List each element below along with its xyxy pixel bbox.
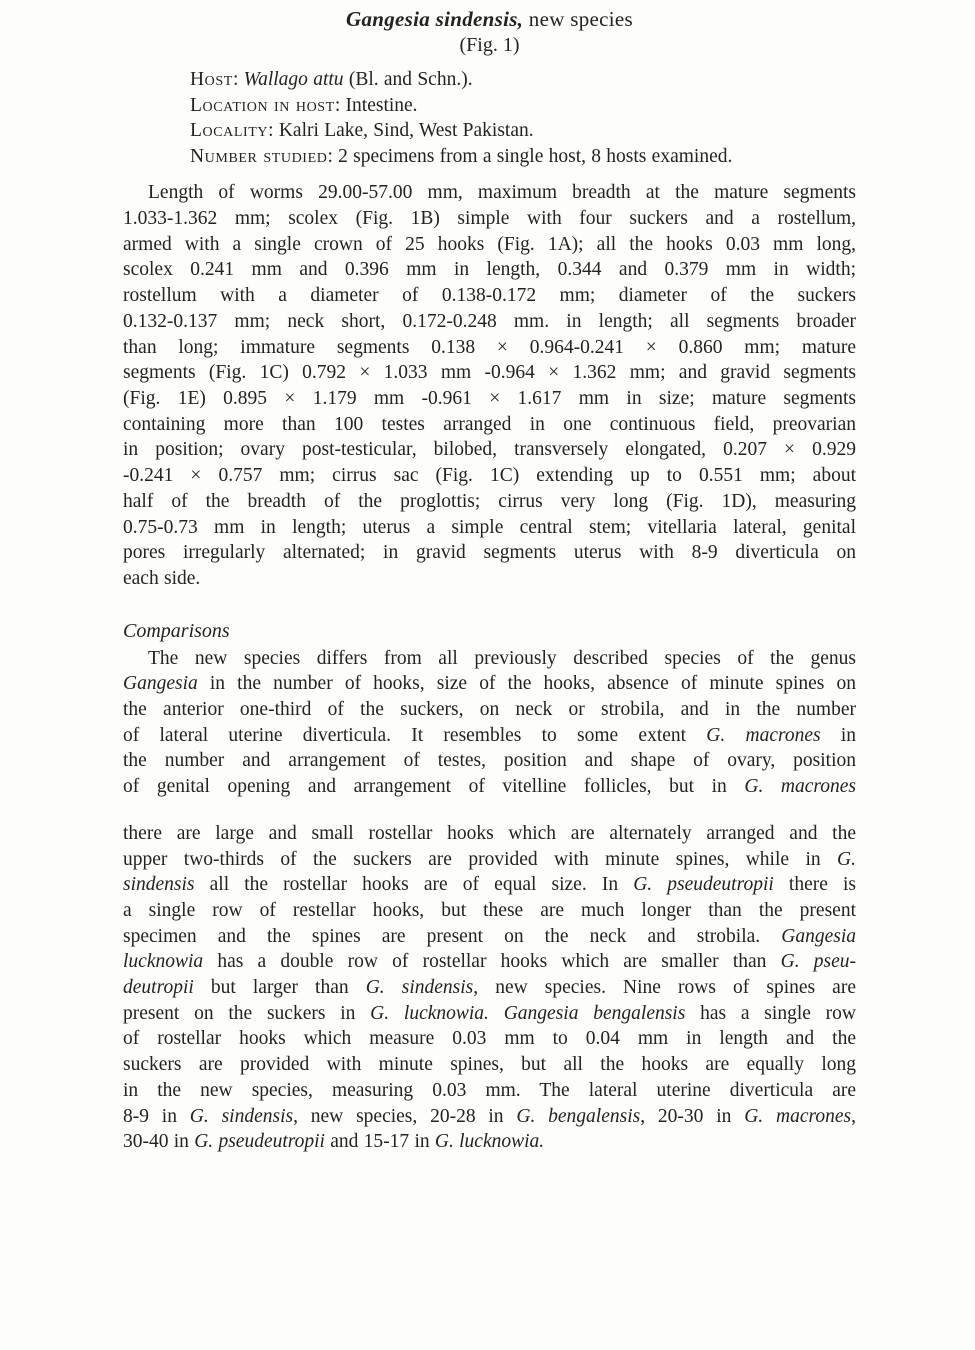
- text-line: [123, 412, 856, 438]
- small-caps-label: Host: [190, 69, 233, 90]
- comparisons-paragraph-1: [123, 646, 856, 800]
- text-segment: : Intestine.: [334, 94, 418, 116]
- text-segment: , 20-30 in: [640, 1105, 745, 1127]
- italic-text: Gangesia: [123, 673, 198, 695]
- text-segment: but larger than: [193, 977, 366, 999]
- text-line: [123, 1104, 856, 1130]
- text-segment: The new species differs from all previously described species of the genus: [148, 647, 856, 669]
- italic-text: Gangesia: [781, 925, 856, 947]
- text-line: [123, 949, 856, 975]
- text-segment: the number and arrangement of testes, position and shape of ovary, position: [123, 750, 856, 772]
- figure-reference: (Fig. 1): [459, 34, 520, 56]
- text-line: [123, 206, 856, 232]
- text-segment: : Kalri Lake, Sind, West Pakistan.: [268, 120, 534, 142]
- italic-text: lucknowia: [123, 951, 204, 973]
- text-segment: in the new species, measuring 0.03 mm. The lateral uterine diverticula are: [123, 1079, 856, 1101]
- text-line: [123, 1052, 856, 1078]
- text-line: [190, 144, 856, 170]
- italic-text: G. pseudeutropii: [633, 874, 774, 896]
- text-line: [123, 898, 856, 924]
- text-line: [123, 309, 856, 335]
- text-line: [190, 118, 856, 144]
- small-caps-label: Location in host: [190, 94, 335, 116]
- text-segment: , new species. Nine rows of spines are: [473, 977, 856, 999]
- text-segment: each side.: [123, 567, 201, 589]
- text-line: [123, 1001, 856, 1027]
- text-segment: in position; ovary post-testicular, bilobed, transversely elongated, 0.207 × 0.929: [123, 439, 856, 461]
- italic-text: G. macrones: [706, 724, 821, 746]
- text-segment: 0.75-0.73 mm in length; uterus a simple central stem; vitellaria lateral, genital: [123, 516, 856, 538]
- text-segment: rostellum with a diameter of 0.138-0.172 mm; diameter of the suckers: [123, 285, 856, 307]
- text-line: [123, 748, 856, 774]
- text-line: [123, 847, 856, 873]
- text-segment: 0.132-0.137 mm; neck short, 0.172-0.248 mm. in length; all segments broader: [123, 310, 856, 332]
- text-segment: (Bl. and Schn.).: [343, 69, 473, 90]
- text-line: [123, 723, 856, 749]
- text-line: [123, 232, 856, 258]
- text-line: [123, 566, 856, 592]
- italic-text: Gangesia bengalensis: [503, 1002, 686, 1024]
- text-line: [123, 1026, 856, 1052]
- text-segment: half of the breadth of the proglottis; cirrus very long (Fig. 1D), measuring: [123, 490, 856, 512]
- text-line: [123, 489, 856, 515]
- text-segment: specimen and the spines are present on the neck and strobila.: [123, 925, 782, 947]
- text-segment: 8-9 in: [123, 1105, 190, 1127]
- species-title: [123, 6, 856, 32]
- text-line: [123, 821, 856, 847]
- text-segment: containing more than 100 testes arranged in one continuous field, preovarian: [123, 413, 856, 435]
- text-segment: of rostellar hooks which measure 0.03 mm to 0.04 mm in length and the: [123, 1028, 856, 1050]
- text-line: [123, 515, 856, 541]
- italic-text: G. pseu-: [780, 951, 856, 973]
- text-segment: has a double row of rostellar hooks which are smaller than: [203, 951, 781, 973]
- text-line: [123, 180, 856, 206]
- text-segment: there is: [773, 874, 856, 896]
- text-segment: of lateral uterine diverticula. It resembles to some extent: [123, 724, 707, 746]
- comparisons-paragraph-2: [123, 821, 856, 1155]
- italic-text: Wallago attu: [243, 69, 344, 90]
- text-segment: segments (Fig. 1C) 0.792 × 1.033 mm -0.964 × 1.362 mm; and gravid segments: [123, 362, 856, 384]
- text-line: [123, 671, 856, 697]
- text-segment: Length of worms 29.00-57.00 mm, maximum breadth at the mature segments: [148, 182, 856, 204]
- text-segment: the anterior one-third of the suckers, on neck or strobila, and in the number: [123, 699, 856, 721]
- text-segment: all the rostellar hooks are of equal size. In: [194, 874, 634, 896]
- text-segment: present on the suckers in: [123, 1002, 371, 1024]
- text-segment: :: [232, 69, 244, 90]
- italic-text: deutropii: [123, 977, 194, 999]
- text-segment: , new species, 20-28 in: [293, 1105, 517, 1127]
- text-line: [123, 975, 856, 1001]
- text-line: [123, 257, 856, 283]
- italic-text: G. sindensis: [189, 1105, 294, 1127]
- italic-text: sindensis: [123, 874, 195, 896]
- text-column: [123, 6, 856, 1155]
- text-line: [123, 335, 856, 361]
- text-segment: -0.241 × 0.757 mm; cirrus sac (Fig. 1C) extending up to 0.551 mm; about: [123, 465, 856, 487]
- italic-text: G. lucknowia.: [434, 1131, 545, 1153]
- text-line: [123, 1129, 856, 1155]
- text-segment: upper two-thirds of the suckers are provided with minute spines, while in: [123, 848, 838, 870]
- text-segment: has a single row: [685, 1002, 856, 1024]
- text-segment: pores irregularly alternated; in gravid segments uterus with 8-9 diverticula on: [123, 542, 856, 564]
- text-line: [123, 463, 856, 489]
- text-segment: than long; immature segments 0.138 × 0.964-0.241 × 0.860 mm; mature: [123, 336, 856, 358]
- text-line: [123, 360, 856, 386]
- text-line: [123, 774, 856, 800]
- text-segment: a single row of restellar hooks, but these are much longer than the present: [123, 899, 856, 921]
- text-line: [123, 1078, 856, 1104]
- text-segment: suckers are provided with minute spines, but all the hooks are equally long: [123, 1054, 856, 1076]
- text-line: [123, 646, 856, 672]
- comparisons-heading: Comparisons: [123, 619, 230, 642]
- small-caps-label: Number studied: [190, 145, 328, 167]
- text-segment: 30-40 in: [123, 1131, 195, 1153]
- text-segment: in the number of hooks, size of the hooks, absence of minute spines on: [197, 673, 856, 695]
- text-segment: and 15-17 in: [324, 1131, 435, 1153]
- text-segment: new species: [523, 7, 633, 31]
- text-line: [123, 540, 856, 566]
- italic-text: G. bengalensis: [516, 1105, 641, 1127]
- text-segment: armed with a single crown of 25 hooks (Fig. 1A); all the hooks 0.03 mm long,: [123, 233, 856, 255]
- text-line: [123, 924, 856, 950]
- description-paragraph: [123, 180, 856, 591]
- small-caps-label: Locality: [190, 120, 269, 142]
- text-segment: there are large and small rostellar hooks which are alternately arranged and the: [123, 822, 856, 844]
- text-segment: in: [820, 724, 856, 746]
- text-segment: 1.033-1.362 mm; scolex (Fig. 1B) simple with four suckers and a rostellum,: [123, 208, 856, 230]
- italic-text: G. lucknowia.: [370, 1002, 489, 1024]
- italic-text: G. sindensis: [365, 977, 474, 999]
- text-segment: (Fig. 1E) 0.895 × 1.179 mm -0.961 × 1.617 mm in size; mature segments: [123, 388, 856, 409]
- text-segment: ,: [851, 1105, 856, 1127]
- text-line: [123, 697, 856, 723]
- text-segment: of genital opening and arrangement of vitelline follicles, but in: [123, 776, 745, 798]
- text-line: [123, 386, 856, 412]
- text-line: [123, 437, 856, 463]
- italic-text: Gangesia sindensis,: [346, 7, 524, 31]
- specimen-details: [190, 67, 856, 169]
- italic-text: G. pseudeutropii: [194, 1131, 325, 1153]
- italic-text: G.: [837, 848, 856, 870]
- italic-text: G. macrones: [744, 1105, 852, 1127]
- italic-text: G. macrones: [744, 776, 856, 798]
- text-line: [190, 67, 856, 93]
- text-segment: : 2 specimens from a single host, 8 hosts examined.: [327, 145, 733, 167]
- text-line: [123, 283, 856, 309]
- text-segment: [489, 1003, 504, 1024]
- text-segment: scolex 0.241 mm and 0.396 mm in length, 0.344 and 0.379 mm in width;: [123, 259, 856, 281]
- text-line: [123, 872, 856, 898]
- text-line: [190, 93, 856, 119]
